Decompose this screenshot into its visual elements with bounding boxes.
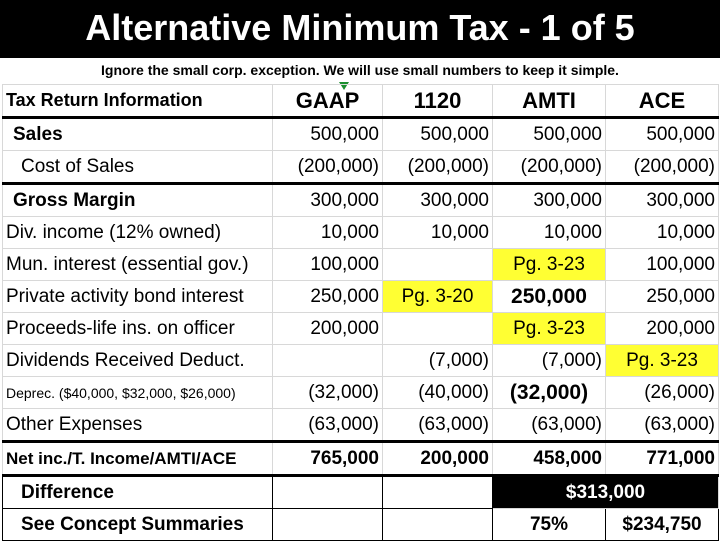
table-row (3, 313, 719, 345)
cell-value: 500,000 (606, 118, 719, 151)
difference-row (3, 476, 719, 509)
cell-value (273, 345, 383, 377)
table-row (3, 281, 719, 313)
total-value: 458,000 (493, 442, 606, 476)
cell-value: 10,000 (383, 217, 493, 249)
header-label: Tax Return Information (3, 85, 273, 118)
difference-label: Difference (3, 476, 273, 509)
row-label: Dividends Received Deduct. (3, 345, 273, 377)
cell-value: 250,000 (606, 281, 719, 313)
cell-value (383, 313, 493, 345)
summary-label: See Concept Summaries (3, 509, 273, 541)
cell-value: (7,000) (383, 345, 493, 377)
cell-value: (200,000) (273, 151, 383, 184)
cell-value: 100,000 (273, 249, 383, 281)
column-header-gaap: GAAP (273, 85, 383, 118)
row-label: Other Expenses (3, 409, 273, 442)
cell-value: (63,000) (383, 409, 493, 442)
page-title: Alternative Minimum Tax - 1 of 5 (0, 0, 720, 58)
summary-percent: 75% (493, 509, 606, 541)
table-row (3, 217, 719, 249)
page-reference-highlight: Pg. 3-23 (606, 345, 719, 377)
cell-value: (40,000) (383, 377, 493, 409)
cell-value: 300,000 (383, 184, 493, 217)
cell-value: 300,000 (273, 184, 383, 217)
cell-value: 10,000 (606, 217, 719, 249)
cell-value: 100,000 (606, 249, 719, 281)
table-row (3, 118, 719, 151)
empty-cell (383, 509, 493, 541)
cell-value: 500,000 (383, 118, 493, 151)
cell-value: 200,000 (606, 313, 719, 345)
cell-value: 300,000 (493, 184, 606, 217)
cell-value-emphasis: 250,000 (493, 281, 606, 313)
cell-value: 10,000 (273, 217, 383, 249)
cell-value (383, 249, 493, 281)
row-label: Div. income (12% owned) (3, 217, 273, 249)
total-value: 200,000 (383, 442, 493, 476)
row-label: Proceeds-life ins. on officer (3, 313, 273, 345)
total-row (3, 442, 719, 476)
empty-cell (273, 509, 383, 541)
cell-value: (32,000) (273, 377, 383, 409)
empty-cell (273, 476, 383, 509)
page-reference-highlight: Pg. 3-23 (493, 249, 606, 281)
table-row (3, 151, 719, 184)
total-value: 771,000 (606, 442, 719, 476)
cell-value: 10,000 (493, 217, 606, 249)
column-header-amti: AMTI (493, 85, 606, 118)
table-row (3, 249, 719, 281)
row-label: Net inc./T. Income/AMTI/ACE (3, 442, 273, 476)
cell-value: (200,000) (493, 151, 606, 184)
cell-value: 250,000 (273, 281, 383, 313)
column-header-1120: 1120 (383, 85, 493, 118)
subtitle: Ignore the small corp. exception. We will use small numbers to keep it simple. (101, 62, 619, 78)
cell-value: (200,000) (606, 151, 719, 184)
column-header-ace: ACE (606, 85, 719, 118)
cell-value: 300,000 (606, 184, 719, 217)
table-row (3, 345, 719, 377)
table-row (3, 377, 719, 409)
cell-value: 500,000 (273, 118, 383, 151)
page-reference-highlight: Pg. 3-23 (493, 313, 606, 345)
cell-value: (63,000) (273, 409, 383, 442)
header-row (3, 85, 719, 118)
cell-value: (63,000) (493, 409, 606, 442)
table-row (3, 409, 719, 442)
row-label: Cost of Sales (3, 151, 273, 184)
row-label: Private activity bond interest (3, 281, 273, 313)
cell-value: 500,000 (493, 118, 606, 151)
difference-value: $313,000 (493, 476, 719, 509)
row-label: Mun. interest (essential gov.) (3, 249, 273, 281)
total-value: 765,000 (273, 442, 383, 476)
summary-amount: $234,750 (606, 509, 719, 541)
table-row (3, 184, 719, 217)
cell-value: 200,000 (273, 313, 383, 345)
row-label: Sales (3, 118, 273, 151)
cell-value: (26,000) (606, 377, 719, 409)
empty-cell (383, 476, 493, 509)
cell-value: (63,000) (606, 409, 719, 442)
tax-table (2, 84, 719, 541)
row-label: Gross Margin (3, 184, 273, 217)
cell-value: (7,000) (493, 345, 606, 377)
row-label: Deprec. ($40,000, $32,000, $26,000) (3, 377, 273, 409)
page-reference-highlight: Pg. 3-20 (383, 281, 493, 313)
summary-row (3, 509, 719, 541)
cell-value: (200,000) (383, 151, 493, 184)
cell-value-emphasis: (32,000) (493, 377, 606, 409)
